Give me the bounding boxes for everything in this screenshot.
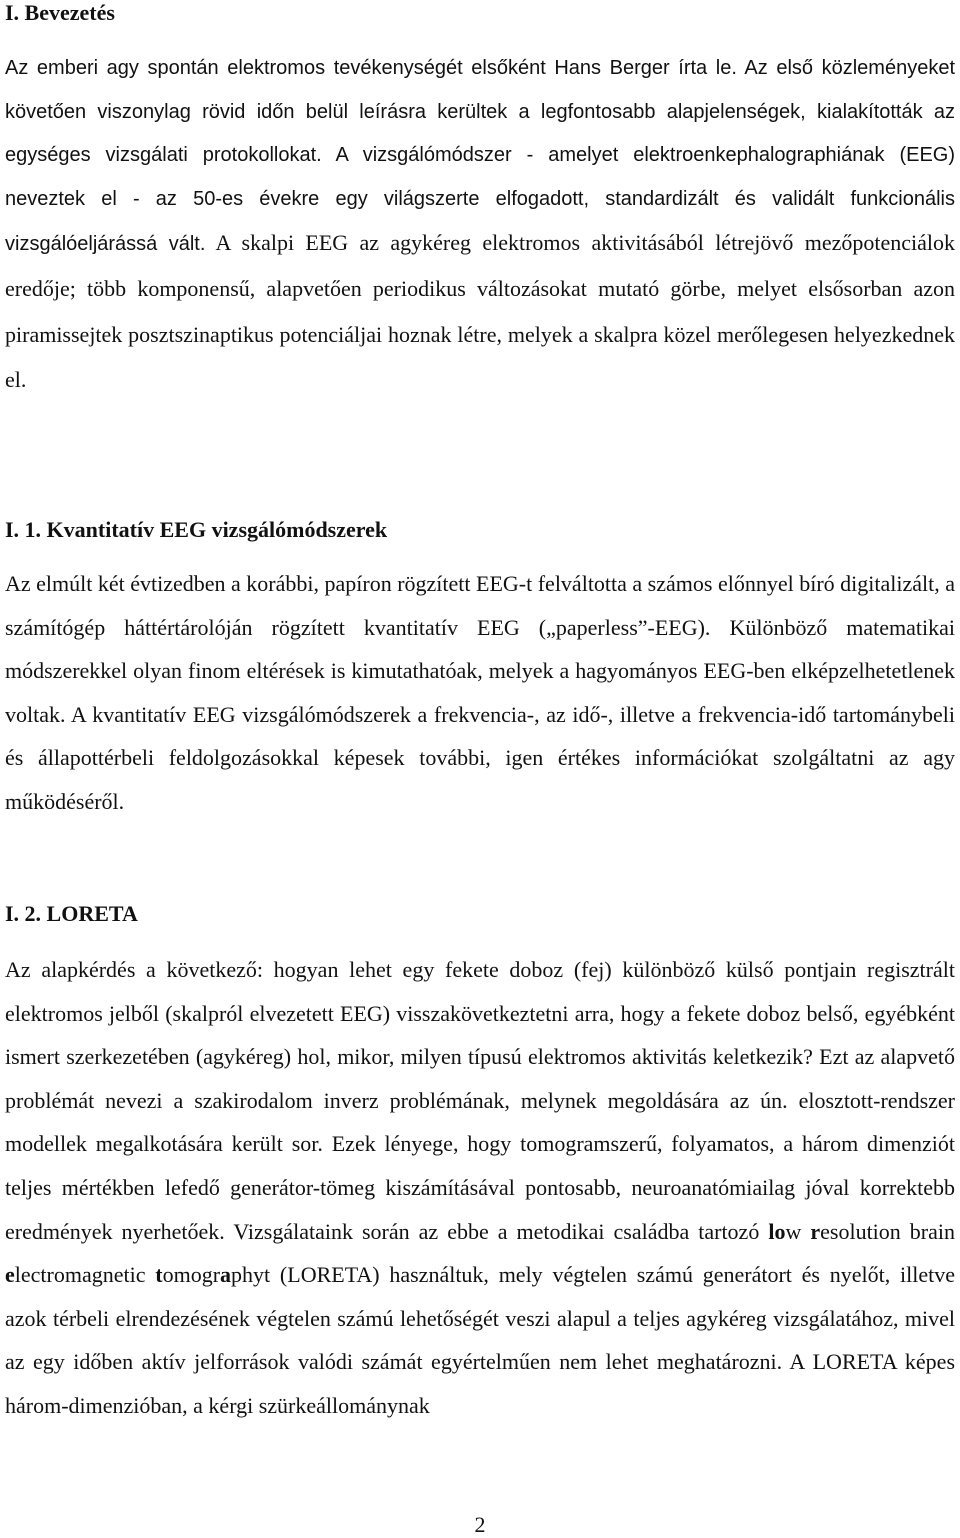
acronym-word-rest: lectromagnetic	[14, 1262, 156, 1288]
acronym-letter: e	[5, 1262, 15, 1288]
acronym-letter: r	[810, 1218, 821, 1244]
main-heading: I. Bevezetés	[5, 0, 115, 25]
intro-text-serif: A skalpi EEG az agykéreg elektromos aktivitásából létrejövő mezőpotenciálok eredője; több komponensű, alapvetően periodikus változásokat mutató görbe, melyet elsősorban azon piramissejtek posztszinaptikus potenciáljai hoznak létre, melyek a skalpra közel merőlegesen helyezkednek el.	[5, 230, 956, 393]
page-number: 2	[474, 1512, 486, 1537]
acronym-word-rest: esolution brain	[820, 1218, 956, 1244]
acronym-word-rest: omogr	[162, 1262, 221, 1288]
section-2-text-after: (LORETA) használtuk, mely végtelen számú generátort és nyelőt, illetve azok térbeli elrendezésének végtelen számú lehetőségét veszi alapul a teljes agykéreg vizsgálatához, mivel az egy időben aktív jelforrások valódi számát egyértelműen nem lehet meghatározni. A LORETA képes három-dimenzióban, a kérgi szürkeállománynak	[5, 1262, 955, 1418]
acronym-letter: t	[155, 1262, 163, 1288]
acronym-letter: a	[220, 1262, 232, 1288]
section-2-text-before: Az alapkérdés a következő: hogyan lehet egy fekete doboz (fej) különböző külső pontjain regisztrált elektromos jelből (skalpról elvezetett EEG) visszakövetkeztetni arra, hogy a fekete doboz belső, egyébként ismert szerkezetében (agykéreg) hol, mikor, milyen típusú elektromos aktivitás keletkezik? Ezt az alapvető problémát nevezi a szakirodalom inverz problémának, melynek megoldására az ún. elosztott-rendszer modellek megalkotására került sor. Ezek lényege, hogy tomogramszerű, folyamatos, a három dimenziót teljes mértékben lefedő generátor-tömeg kiszámításával pontosabb, neuroanatómiailag jóval korrektebb eredmények nyerhetőek. Vizsgálataink során az ebbe a metodikai családba tartozó	[5, 957, 955, 1244]
acronym-letter: lo	[768, 1218, 786, 1244]
acronym-word-rest: w	[785, 1218, 811, 1244]
intro-text-sans: Az emberi agy spontán elektromos tevékenységét elsőként Hans Berger írta le. Az első közleményeket követően viszonylag rövid időn belül leírásra kerültek a legfontosabb alapjelenségek, kialakították az egységes vizsgálati protokollokat. A vizsgálómódszer - amelyet elektroenkephalographiának (EEG) neveztek el - az 50-es évekre egy világszerte elfogadott, standardizált és validált funkcionális vizsgálóeljárássá vált.	[5, 57, 955, 256]
acronym-word-rest: phyt	[231, 1262, 271, 1288]
section-1-paragraph: Az elmúlt két évtizedben a korábbi, papíron rögzített EEG-t felváltotta a számos előnnyel bíró digitalizált, a számítógép háttértárolóján rögzített kvantitatív EEG („paperless”-EEG). Különböző matematikai módszerekkel olyan finom eltérések is kimutathatóak, melyek a hagyományos EEG-ben elképzelhetetlenek voltak. A kvantitatív EEG vizsgálómódszerek a frekvencia-, az idő-, illetve a frekvencia-idő tartománybeli és állapottérbeli feldolgozásokkal képesek további, igen értékes információkat szolgáltatni az agy működéséről.	[5, 571, 955, 814]
section-2-heading: I. 2. LORETA	[5, 901, 138, 926]
section-2-paragraph	[5, 948, 955, 1428]
intro-paragraph	[5, 47, 955, 404]
section-1-heading: I. 1. Kvantitatív EEG vizsgálómódszerek	[5, 517, 388, 542]
